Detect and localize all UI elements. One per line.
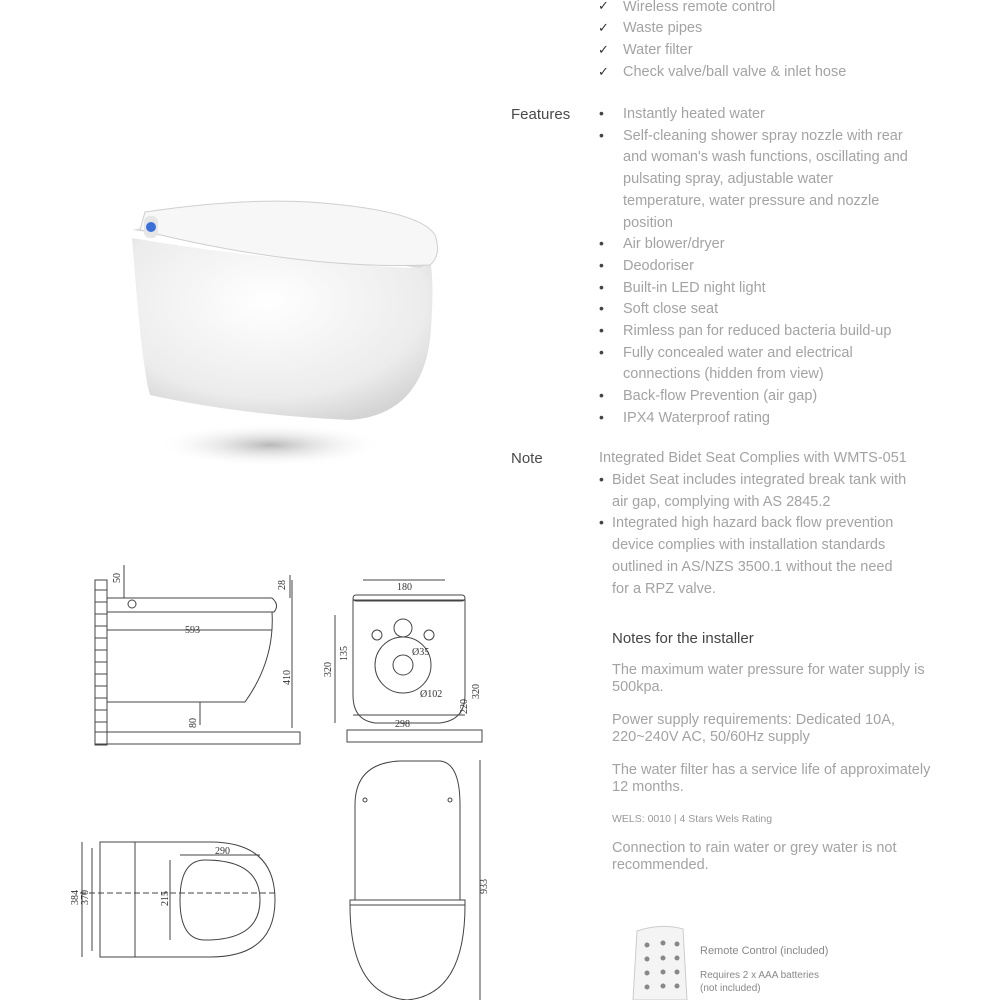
bullet-icon: • <box>599 387 604 404</box>
dim-215: 215 <box>160 891 171 906</box>
note-bullet-line: Integrated high hazard back flow prevention <box>612 515 894 532</box>
bullet-icon: • <box>599 343 604 360</box>
bullet-icon: • <box>599 471 604 487</box>
dim-50: 50 <box>112 573 123 583</box>
feature-line: Deodoriser <box>623 257 694 274</box>
feature-line: Air blower/dryer <box>623 236 725 253</box>
installer-note: The water filter has a service life of approximately 12 months. <box>612 762 931 795</box>
dim-102: Ø102 <box>420 689 443 700</box>
feature-line: and woman's wash functions, oscillating and <box>623 149 908 166</box>
feature-line: IPX4 Waterproof rating <box>623 409 770 426</box>
bullet-icon: • <box>599 322 604 338</box>
feature-line: Instantly heated water <box>623 106 765 122</box>
dim-290: 290 <box>215 846 230 857</box>
plan-view-drawing <box>60 830 285 970</box>
installer-title: Notes for the installer <box>612 630 754 647</box>
included-item: Water filter <box>623 42 693 58</box>
note-bullet-line: outlined in AS/NZS 3500.1 without the need <box>612 558 893 575</box>
feature-line: connections (hidden from view) <box>623 366 824 383</box>
dim-220: 220 <box>459 699 470 714</box>
feature-line: Soft close seat <box>623 301 719 318</box>
feature-line: temperature, water pressure and nozzle <box>623 192 880 209</box>
installer-note: The maximum water pressure for water supply is 500kpa. <box>612 662 925 695</box>
dim-298: 298 <box>395 719 410 730</box>
note-label: Note <box>511 450 543 467</box>
connection-note: Connection to rain water or grey water is not recommended. <box>612 840 897 873</box>
toilet-product-image <box>120 190 450 480</box>
bullet-icon: • <box>599 408 604 425</box>
feature-line: Self-cleaning shower spray nozzle with rear <box>623 127 903 144</box>
remote-control-image <box>625 925 695 1000</box>
dim-28: 28 <box>277 580 288 590</box>
dim-135: 135 <box>339 646 350 661</box>
check-icon: ✓ <box>598 0 609 13</box>
feature-line: position <box>623 214 673 231</box>
wels-rating: WELS: 0010 | 4 Stars Wels Rating <box>612 813 773 825</box>
note-bullet-line: air gap, complying with AS 2845.2 <box>612 493 831 510</box>
included-item: Waste pipes <box>623 20 703 36</box>
dim-35: Ø35 <box>412 647 430 658</box>
top-view-drawing <box>340 755 500 1000</box>
remote-note: (not included) <box>700 983 761 994</box>
check-icon: ✓ <box>598 42 609 57</box>
dim-180: 180 <box>397 582 412 593</box>
bullet-icon: • <box>599 126 604 143</box>
dim-320-right: 320 <box>471 684 482 699</box>
dim-80: 80 <box>188 718 199 728</box>
note-bullet-line: device complies with installation standards <box>612 537 886 554</box>
note-heading: Integrated Bidet Seat Complies with WMTS-051 <box>599 450 907 466</box>
feature-line: Rimless pan for reduced bacteria build-up <box>623 323 892 339</box>
note-bullet-line: Bidet Seat includes integrated break tank with <box>612 472 907 488</box>
remote-label: Remote Control (included) <box>700 945 829 957</box>
installer-note: Power supply requirements: Dedicated 10A, 220~240V AC, 50/60Hz supply <box>612 712 895 745</box>
dim-384: 384 <box>70 890 81 905</box>
included-item: Wireless remote control <box>623 0 776 15</box>
bullet-icon: • <box>599 235 604 252</box>
remote-note: Requires 2 x AAA batteries <box>700 970 819 981</box>
check-icon: ✓ <box>598 20 609 35</box>
bullet-icon: • <box>599 105 604 121</box>
included-item: Check valve/ball valve & inlet hose <box>623 64 847 80</box>
feature-line: Built-in LED night light <box>623 279 766 296</box>
features-label: Features <box>511 106 571 123</box>
dim-410: 410 <box>282 670 293 685</box>
dim-370: 370 <box>80 890 91 905</box>
feature-line: pulsating spray, adjustable water <box>623 171 834 188</box>
dim-933: 933 <box>479 879 490 894</box>
bullet-icon: • <box>599 514 604 531</box>
feature-line: Fully concealed water and electrical <box>623 344 853 361</box>
bullet-icon: • <box>599 256 604 273</box>
dim-593: 593 <box>185 625 200 636</box>
bullet-icon: • <box>599 300 604 317</box>
check-icon: ✓ <box>598 64 609 79</box>
feature-line: Back-flow Prevention (air gap) <box>623 388 818 405</box>
side-elevation-drawing <box>80 560 310 750</box>
back-elevation-drawing <box>315 565 490 750</box>
note-bullet-line: for a RPZ valve. <box>612 580 716 597</box>
bullet-icon: • <box>599 278 604 295</box>
dim-320-left: 320 <box>323 662 334 677</box>
